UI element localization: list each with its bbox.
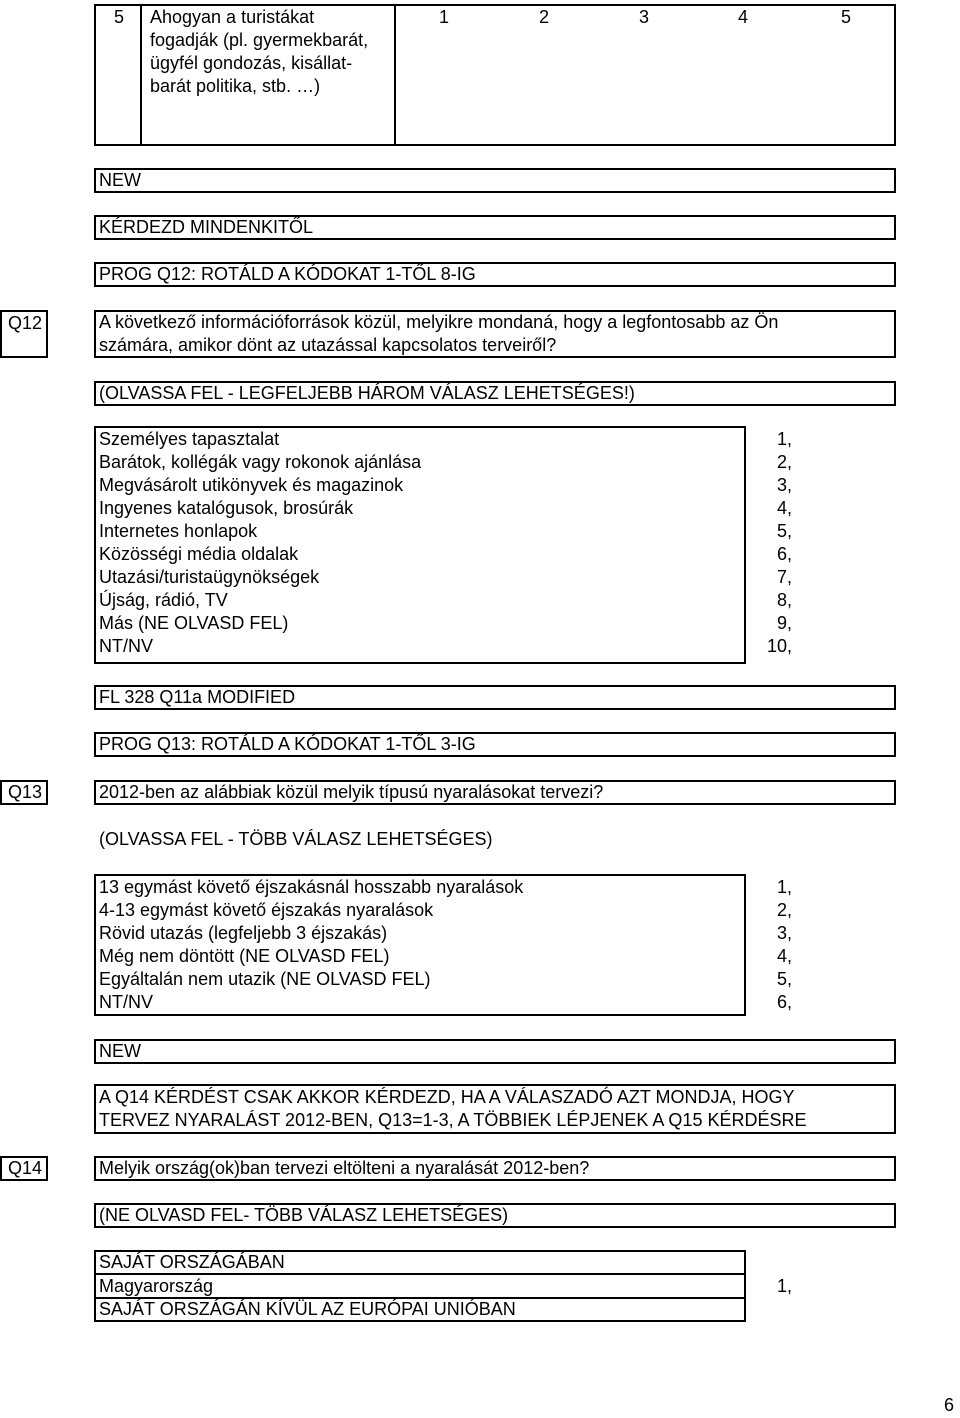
q12-question — [99, 311, 778, 357]
q14-code: 1, — [776, 1276, 792, 1296]
q12-codes — [750, 428, 792, 658]
q12-option[interactable]: NT/NV — [99, 636, 153, 656]
fl-label: FL 328 Q11a MODIFIED — [99, 687, 296, 707]
q14-group-own-country: SAJÁT ORSZÁGÁBAN — [99, 1252, 285, 1272]
prog-q12-label: PROG Q12: ROTÁLD A KÓDOKAT 1-TŐL 8-IG — [99, 264, 476, 284]
rating-3[interactable]: 3 — [638, 7, 649, 27]
q12-code: 5, — [776, 521, 792, 541]
page-number: 6 — [944, 1395, 955, 1415]
q12-option[interactable]: Ingyenes katalógusok, brosúrák — [99, 498, 354, 518]
q12-option[interactable]: Utazási/turistaügynökségek — [99, 567, 320, 587]
rating-5[interactable]: 5 — [840, 7, 851, 27]
q12-option[interactable]: Személyes tapasztalat — [99, 429, 280, 449]
q13-option[interactable]: Rövid utazás (legfeljebb 3 éjszakás) — [99, 923, 388, 943]
new-label: NEW — [99, 170, 141, 190]
rating-1[interactable]: 1 — [438, 7, 449, 27]
q12-question-line: A következő információforrások közül, melyikre mondaná, hogy a legfontosabb az Ön — [99, 312, 779, 332]
q13-option[interactable]: NT/NV — [99, 992, 153, 1012]
q13-option[interactable]: Egyáltalán nem utazik (NE OLVASD FEL) — [99, 969, 431, 989]
q12-option[interactable]: Más (NE OLVASD FEL) — [99, 613, 289, 633]
item-question-line: Ahogyan a turistákat — [150, 7, 315, 27]
q12-code: 4, — [776, 498, 792, 518]
q12-instruction: (OLVASSA FEL - LEGFELJEBB HÁROM VÁLASZ LEHETSÉGES!) — [99, 383, 635, 403]
rating-4[interactable]: 4 — [737, 7, 748, 27]
q12-code: 10, — [766, 636, 792, 656]
new-label-box — [94, 168, 896, 193]
filter-instruction — [99, 1086, 806, 1132]
q13-id: Q13 — [0, 780, 48, 805]
item-question — [150, 6, 368, 98]
q13-code: 3, — [776, 923, 792, 943]
filter-line: TERVEZ NYARALÁST 2012-BEN, Q13=1-3, A TÖBBIEK LÉPJENEK A Q15 KÉRDÉSRE — [99, 1110, 807, 1130]
q13-option[interactable]: 13 egymást követő éjszakásnál hosszabb nyaralások — [99, 877, 524, 897]
q14-instruction: (NE OLVASD FEL- TÖBB VÁLASZ LEHETSÉGES) — [99, 1205, 509, 1225]
item-question-line: ügyfél gondozás, kisállat- — [150, 53, 353, 73]
q14-question: Melyik ország(ok)ban tervezi eltölteni a nyaralását 2012-ben? — [99, 1158, 590, 1178]
ask-all-label: KÉRDEZD MINDENKITŐL — [99, 217, 314, 237]
q13-code: 6, — [776, 992, 792, 1012]
q12-option[interactable]: Közösségi média oldalak — [99, 544, 299, 564]
q12-question-line: számára, amikor dönt az utazással kapcsolatos terveiről? — [99, 335, 557, 355]
new2-label: NEW — [99, 1041, 141, 1061]
q13-code: 2, — [776, 900, 792, 920]
q12-code: 8, — [776, 590, 792, 610]
q12-option[interactable]: Megvásárolt utikönyvek és magazinok — [99, 475, 404, 495]
item-number: 5 — [114, 7, 125, 27]
q12-code: 1, — [776, 429, 792, 449]
q12-id: Q12 — [0, 310, 48, 358]
divider — [394, 4, 396, 146]
q12-code: 6, — [776, 544, 792, 564]
divider — [140, 4, 142, 146]
q12-code: 2, — [776, 452, 792, 472]
q12-option[interactable]: Barátok, kollégák vagy rokonok ajánlása — [99, 452, 422, 472]
prog-q13-label: PROG Q13: ROTÁLD A KÓDOKAT 1-TŐL 3-IG — [99, 734, 476, 754]
q12-option[interactable]: Újság, rádió, TV — [99, 590, 228, 610]
rating-2[interactable]: 2 — [538, 7, 549, 27]
item-question-line: fogadják (pl. gyermekbarát, — [150, 30, 369, 50]
q13-code: 1, — [776, 877, 792, 897]
q13-codes — [750, 876, 792, 1014]
q12-code: 7, — [776, 567, 792, 587]
q14-option[interactable]: Magyarország — [99, 1276, 214, 1296]
q13-code: 5, — [776, 969, 792, 989]
new2-box — [94, 1039, 896, 1064]
q13-code: 4, — [776, 946, 792, 966]
q13-option[interactable]: Még nem döntött (NE OLVASD FEL) — [99, 946, 390, 966]
q12-option[interactable]: Internetes honlapok — [99, 521, 258, 541]
q12-code: 9, — [776, 613, 792, 633]
item-question-line: barát politika, stb. …) — [150, 76, 321, 96]
q13-option[interactable]: 4-13 egymást követő éjszakás nyaralások — [99, 900, 434, 920]
filter-line: A Q14 KÉRDÉST CSAK AKKOR KÉRDEZD, HA A VÁLASZADÓ AZT MONDJA, HOGY — [99, 1087, 795, 1107]
q12-code: 3, — [776, 475, 792, 495]
q14-id: Q14 — [0, 1156, 48, 1181]
q13-instruction: (OLVASSA FEL - TÖBB VÁLASZ LEHETSÉGES) — [99, 829, 493, 849]
q13-options-list — [99, 876, 523, 1014]
q13-question: 2012-ben az alábbiak közül melyik típusú nyaralásokat tervezi? — [99, 782, 604, 802]
q14-group-eu: SAJÁT ORSZÁGÁN KÍVÜL AZ EURÓPAI UNIÓBAN — [99, 1299, 516, 1319]
q12-options-list — [99, 428, 421, 658]
